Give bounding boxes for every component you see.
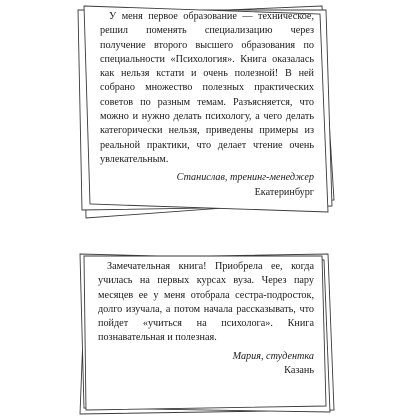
review-signature: [100, 171, 314, 200]
review-text: У меня первое образование — техническое, решил поменять специализацию через получение второго высшего образования по специальности «Психология». Книга оказалась как нельзя кстати и очень полезной! В ней собрано множество полезных практических советов по разным темам. Разъясняется, что можно и нужно делать психологу, а чего делать категорически нельзя, приведены примеры из реальной практики, что делает чтение очень увлекательным.: [100, 11, 314, 165]
review-signature: [98, 350, 314, 379]
review-author: Мария, студентка: [232, 350, 314, 362]
review-card-1: [76, 4, 340, 222]
review-author: Станислав, тренинг-менеджер: [176, 172, 314, 184]
review-text: Замечательная книга! Приобрела ее, когда училась на первых курсах вуза. Через пару месяцев ее у меня отобрала сестра-подросток, долго изучала, а потом начала рассказывать, что пойдет «учиться на психолога». Книга познавательная и полезная.: [98, 261, 314, 344]
review-content: [100, 10, 314, 200]
review-card-2: [76, 252, 340, 417]
review-city: Екатеринбург: [254, 186, 314, 198]
review-content: [98, 260, 314, 378]
review-city: Казань: [284, 365, 314, 377]
